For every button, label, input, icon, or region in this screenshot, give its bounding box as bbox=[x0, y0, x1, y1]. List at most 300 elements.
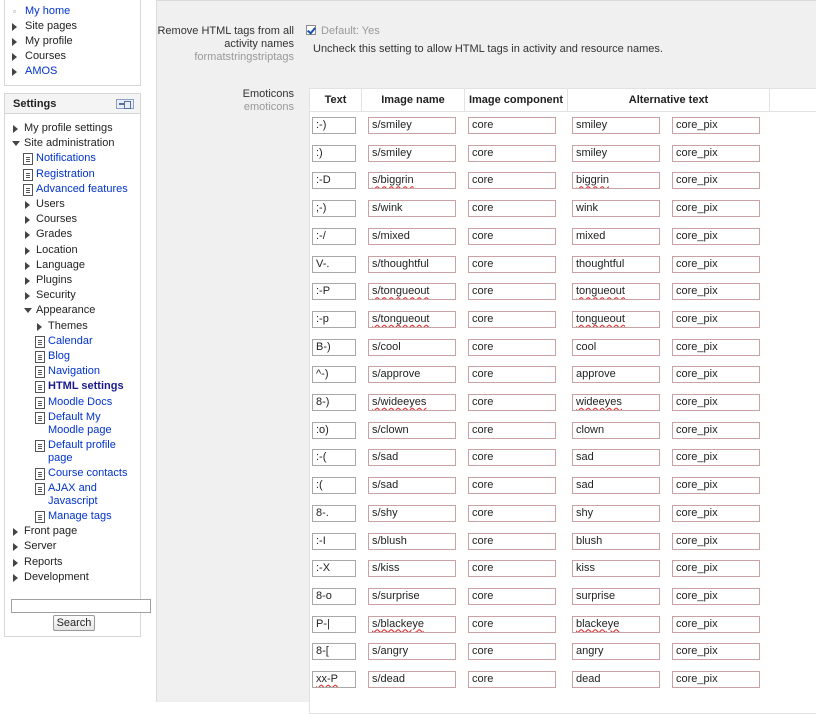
bullet-icon: ▫ bbox=[13, 7, 16, 16]
emoticons-setting-label bbox=[194, 88, 294, 114]
settings-tree-label: Default profile page bbox=[48, 438, 116, 464]
emoticon-image-name-input[interactable] bbox=[368, 283, 456, 300]
input-value: s/tongueout bbox=[372, 285, 430, 298]
emoticon-component-input[interactable] bbox=[468, 339, 556, 356]
emoticon-alt-component-input[interactable] bbox=[672, 477, 760, 494]
input-value: s/wink bbox=[372, 202, 403, 215]
input-value: s/thoughtful bbox=[372, 257, 429, 270]
emoticon-alt-text-input[interactable] bbox=[572, 560, 660, 577]
settings-tree-label: Server bbox=[24, 540, 57, 553]
emoticon-alt-text-input[interactable] bbox=[572, 449, 660, 466]
nav-item[interactable] bbox=[11, 19, 77, 34]
emoticon-text-input[interactable] bbox=[312, 477, 356, 494]
input-value: core_pix bbox=[676, 368, 718, 381]
input-value: core_pix bbox=[676, 423, 718, 436]
emoticon-alt-text-input[interactable] bbox=[572, 505, 660, 522]
striptags-setting-label bbox=[144, 25, 294, 64]
input-value: s/angry bbox=[372, 645, 409, 658]
main-top-divider bbox=[157, 0, 816, 1]
expand-arrow-icon bbox=[25, 262, 30, 270]
emoticon-row bbox=[310, 418, 816, 446]
emoticon-image-name-input[interactable] bbox=[368, 256, 456, 273]
expand-arrow-icon bbox=[12, 23, 17, 31]
column-header-spacer bbox=[770, 89, 816, 112]
settings-tree-item[interactable] bbox=[24, 122, 135, 135]
emoticon-component-input[interactable] bbox=[468, 422, 556, 439]
input-value: 8-[ bbox=[316, 645, 329, 658]
settings-tree-label: Reports bbox=[24, 555, 63, 568]
nav-item-label: My home bbox=[25, 5, 71, 17]
emoticon-alt-text-input[interactable] bbox=[572, 477, 660, 494]
emoticon-component-input[interactable] bbox=[468, 505, 556, 522]
input-value: :( bbox=[316, 479, 323, 492]
settings-block-header bbox=[5, 94, 140, 114]
input-value: core bbox=[472, 257, 494, 270]
striptags-default: Default: Yes bbox=[321, 25, 380, 37]
input-value: s/smiley bbox=[372, 146, 412, 159]
input-value: core bbox=[472, 479, 494, 492]
input-value: core_pix bbox=[676, 312, 718, 325]
expand-arrow-icon bbox=[13, 528, 18, 536]
settings-page-icon bbox=[35, 366, 45, 378]
input-value: wink bbox=[576, 202, 599, 215]
settings-page-icon bbox=[35, 412, 45, 424]
emoticon-row bbox=[310, 445, 816, 473]
input-value: :-) bbox=[316, 119, 327, 131]
input-value: s/surprise bbox=[372, 589, 420, 602]
settings-tree-item[interactable] bbox=[24, 556, 135, 569]
emoticon-image-name-input[interactable] bbox=[368, 117, 456, 134]
emoticon-text-input[interactable] bbox=[312, 394, 356, 411]
emoticon-image-name-input[interactable] bbox=[368, 200, 456, 217]
input-value: :-( bbox=[316, 451, 327, 464]
input-value: core_pix bbox=[676, 479, 718, 492]
emoticon-row bbox=[310, 252, 816, 280]
settings-tree-item[interactable] bbox=[36, 289, 135, 302]
input-value: core_pix bbox=[676, 506, 718, 519]
input-value: :o) bbox=[316, 423, 329, 436]
emoticon-component-input[interactable] bbox=[468, 477, 556, 494]
emoticon-alt-component-input[interactable] bbox=[672, 671, 760, 688]
emoticon-text-input[interactable] bbox=[312, 533, 356, 550]
emoticon-alt-text-input[interactable] bbox=[572, 533, 660, 550]
input-value: core bbox=[472, 534, 494, 547]
input-value: smiley bbox=[576, 146, 608, 159]
settings-page-icon bbox=[23, 153, 33, 165]
input-value: 8-o bbox=[316, 589, 332, 602]
settings-tree-item[interactable] bbox=[24, 525, 135, 538]
settings-tree-label: Themes bbox=[48, 319, 88, 332]
nav-item[interactable] bbox=[11, 4, 77, 19]
emoticon-alt-component-input[interactable] bbox=[672, 283, 760, 300]
emoticon-alt-text-input[interactable] bbox=[572, 172, 660, 189]
settings-tree-label: Site administration bbox=[24, 137, 115, 150]
settings-tree-label: Appearance bbox=[36, 304, 96, 317]
emoticon-alt-text-input[interactable] bbox=[572, 256, 660, 273]
emoticon-text-input[interactable] bbox=[312, 588, 356, 605]
input-value: core_pix bbox=[676, 229, 718, 242]
settings-tree-label: My profile settings bbox=[24, 122, 113, 134]
settings-tree-label: Default My Moodle page bbox=[48, 410, 112, 436]
emoticon-row bbox=[310, 113, 816, 141]
emoticon-alt-text-input[interactable] bbox=[572, 117, 660, 134]
emoticon-text-input[interactable] bbox=[312, 616, 356, 633]
input-value: core bbox=[472, 202, 494, 215]
expand-arrow-icon bbox=[25, 201, 30, 209]
settings-tree-item[interactable] bbox=[36, 259, 135, 272]
emoticon-image-name-input[interactable] bbox=[368, 643, 456, 660]
settings-tree-item[interactable] bbox=[36, 213, 135, 226]
input-value: core_pix bbox=[676, 285, 718, 298]
emoticon-image-name-input[interactable] bbox=[368, 422, 456, 439]
emoticon-component-input[interactable] bbox=[468, 560, 556, 577]
emoticon-image-name-input[interactable] bbox=[368, 449, 456, 466]
input-value: s/shy bbox=[372, 506, 398, 519]
emoticon-alt-text-input[interactable] bbox=[572, 422, 660, 439]
emoticon-text-input[interactable] bbox=[312, 366, 356, 383]
emoticon-text-input[interactable] bbox=[312, 256, 356, 273]
emoticon-alt-text-input[interactable] bbox=[572, 616, 660, 633]
emoticon-alt-component-input[interactable] bbox=[672, 422, 760, 439]
settings-page-icon bbox=[35, 440, 45, 452]
emoticon-alt-text-input[interactable] bbox=[572, 588, 660, 605]
emoticon-image-name-input[interactable] bbox=[368, 366, 456, 383]
settings-tree-item[interactable] bbox=[48, 467, 135, 480]
settings-tree-item[interactable] bbox=[48, 482, 135, 508]
settings-tree-item[interactable] bbox=[48, 510, 135, 523]
expand-arrow-icon bbox=[13, 543, 18, 551]
settings-tree-item[interactable] bbox=[24, 540, 135, 553]
emoticon-image-name-input[interactable] bbox=[368, 311, 456, 328]
nav-item-label: AMOS bbox=[25, 65, 58, 77]
settings-tree-item[interactable] bbox=[36, 198, 135, 211]
settings-search-button[interactable]: Search bbox=[53, 615, 95, 631]
input-value: clown bbox=[576, 423, 605, 436]
emoticon-alt-component-input[interactable] bbox=[672, 117, 760, 134]
input-value: s/sad bbox=[372, 451, 399, 464]
emoticon-alt-component-input[interactable] bbox=[672, 145, 760, 162]
input-value: s/smiley bbox=[372, 119, 412, 131]
settings-page-icon bbox=[35, 483, 45, 495]
emoticon-alt-component-input[interactable] bbox=[672, 228, 760, 245]
column-header-image-name: Image name bbox=[362, 89, 465, 112]
settings-page-icon bbox=[23, 184, 33, 196]
emoticon-alt-component-input[interactable] bbox=[672, 449, 760, 466]
input-value: core bbox=[472, 562, 494, 575]
emoticon-alt-component-input[interactable] bbox=[672, 560, 760, 577]
settings-tree-item[interactable] bbox=[36, 168, 135, 181]
emoticon-text-input[interactable] bbox=[312, 449, 356, 466]
emoticon-text-input[interactable] bbox=[312, 339, 356, 356]
input-value: shy bbox=[576, 506, 594, 519]
settings-tree-item[interactable] bbox=[48, 320, 135, 333]
emoticon-component-input[interactable] bbox=[468, 588, 556, 605]
emoticon-text-input[interactable] bbox=[312, 228, 356, 245]
emoticon-component-input[interactable] bbox=[468, 200, 556, 217]
nav-item[interactable] bbox=[11, 34, 77, 49]
input-value: s/dead bbox=[372, 673, 406, 685]
emoticon-text-input[interactable] bbox=[312, 283, 356, 300]
emoticons-key: emoticons bbox=[243, 101, 294, 113]
emoticon-component-input[interactable] bbox=[468, 172, 556, 189]
emoticon-alt-component-input[interactable] bbox=[672, 616, 760, 633]
input-value: core_pix bbox=[676, 119, 718, 131]
emoticon-image-name-input[interactable] bbox=[368, 394, 456, 411]
emoticon-row bbox=[310, 612, 816, 640]
settings-tree-item[interactable] bbox=[36, 228, 135, 241]
settings-tree-item[interactable] bbox=[36, 304, 135, 317]
input-value: s/cool bbox=[372, 340, 401, 353]
emoticon-alt-component-input[interactable] bbox=[672, 533, 760, 550]
html-settings-main bbox=[156, 0, 816, 702]
input-value: blush bbox=[576, 534, 603, 547]
emoticon-text-input[interactable] bbox=[312, 172, 356, 189]
emoticon-row bbox=[310, 307, 816, 335]
emoticon-text-input[interactable] bbox=[312, 311, 356, 328]
input-value: V-. bbox=[316, 257, 330, 270]
emoticon-image-name-input[interactable] bbox=[368, 172, 456, 189]
striptags-title: Remove HTML tags from all activity names bbox=[157, 25, 294, 50]
input-value: dead bbox=[576, 673, 601, 685]
input-value: B-) bbox=[316, 340, 331, 353]
emoticon-image-name-input[interactable] bbox=[368, 616, 456, 633]
settings-tree-label: Security bbox=[36, 289, 76, 302]
emoticon-component-input[interactable] bbox=[468, 228, 556, 245]
emoticon-alt-component-input[interactable] bbox=[672, 256, 760, 273]
expand-arrow-icon bbox=[13, 574, 18, 582]
input-value: core_pix bbox=[676, 589, 718, 602]
emoticon-row bbox=[310, 639, 816, 667]
settings-page-icon bbox=[35, 511, 45, 523]
emoticon-text-input[interactable] bbox=[312, 145, 356, 162]
emoticon-alt-text-input[interactable] bbox=[572, 366, 660, 383]
emoticon-row bbox=[310, 584, 816, 612]
settings-block bbox=[4, 93, 141, 637]
input-value: core_pix bbox=[676, 562, 718, 575]
emoticon-row bbox=[310, 390, 816, 418]
input-value: surprise bbox=[576, 589, 616, 602]
input-value: angry bbox=[576, 645, 604, 658]
input-value: core_pix bbox=[676, 534, 718, 547]
emoticon-image-name-input[interactable] bbox=[368, 533, 456, 550]
emoticon-row bbox=[310, 168, 816, 196]
settings-tree-item[interactable] bbox=[48, 380, 135, 393]
striptags-description: Uncheck this setting to allow HTML tags in activity and resource names. bbox=[313, 43, 663, 55]
settings-tree-item[interactable] bbox=[36, 244, 135, 257]
nav-item[interactable] bbox=[11, 49, 77, 64]
settings-page-icon bbox=[35, 351, 45, 363]
settings-tree-item[interactable] bbox=[48, 365, 135, 378]
emoticon-text-input[interactable] bbox=[312, 643, 356, 660]
emoticons-title: Emoticons bbox=[242, 88, 294, 100]
emoticon-component-input[interactable] bbox=[468, 616, 556, 633]
emoticon-text-input[interactable] bbox=[312, 671, 356, 688]
emoticon-row bbox=[310, 362, 816, 390]
emoticons-table bbox=[309, 88, 816, 714]
emoticon-row bbox=[310, 335, 816, 363]
striptags-checkbox[interactable] bbox=[306, 25, 316, 35]
emoticon-alt-text-input[interactable] bbox=[572, 200, 660, 217]
emoticon-alt-text-input[interactable] bbox=[572, 228, 660, 245]
input-value: :-p bbox=[316, 312, 329, 325]
settings-page-icon bbox=[35, 381, 45, 393]
input-value: core bbox=[472, 340, 494, 353]
settings-tree-label: Manage tags bbox=[48, 510, 112, 522]
emoticon-alt-component-input[interactable] bbox=[672, 643, 760, 660]
settings-search-input[interactable] bbox=[11, 599, 151, 613]
emoticon-alt-component-input[interactable] bbox=[672, 172, 760, 189]
input-value: sad bbox=[576, 451, 594, 464]
input-value: core_pix bbox=[676, 396, 718, 408]
emoticon-image-name-input[interactable] bbox=[368, 505, 456, 522]
input-value: s/blush bbox=[372, 534, 407, 547]
settings-tree-item[interactable] bbox=[48, 439, 135, 465]
emoticon-alt-text-input[interactable] bbox=[572, 394, 660, 411]
emoticon-image-name-input[interactable] bbox=[368, 588, 456, 605]
emoticon-alt-component-input[interactable] bbox=[672, 311, 760, 328]
input-value: s/kiss bbox=[372, 562, 400, 575]
input-value: ^-) bbox=[316, 368, 329, 381]
input-value: s/sad bbox=[372, 479, 399, 492]
emoticon-text-input[interactable] bbox=[312, 560, 356, 577]
emoticon-component-input[interactable] bbox=[468, 311, 556, 328]
emoticon-text-input[interactable] bbox=[312, 200, 356, 217]
emoticon-image-name-input[interactable] bbox=[368, 560, 456, 577]
emoticon-alt-text-input[interactable] bbox=[572, 671, 660, 688]
settings-tree-label: AJAX and Javascript bbox=[48, 482, 98, 507]
settings-page-icon bbox=[35, 336, 45, 348]
input-value: core bbox=[472, 229, 494, 242]
input-value: core bbox=[472, 119, 494, 131]
navigation-list bbox=[11, 4, 77, 79]
emoticon-component-input[interactable] bbox=[468, 256, 556, 273]
nav-item-label: My profile bbox=[25, 35, 73, 47]
emoticon-alt-text-input[interactable] bbox=[572, 145, 660, 162]
input-value: 8-) bbox=[316, 396, 330, 408]
emoticon-text-input[interactable] bbox=[312, 117, 356, 134]
emoticon-alt-component-input[interactable] bbox=[672, 366, 760, 383]
settings-tree-label: Navigation bbox=[48, 365, 100, 378]
input-value: core bbox=[472, 368, 494, 381]
input-value: core bbox=[472, 506, 494, 519]
emoticon-image-name-input[interactable] bbox=[368, 145, 456, 162]
input-value: :-P bbox=[316, 285, 331, 298]
emoticon-row bbox=[310, 473, 816, 501]
emoticon-image-name-input[interactable] bbox=[368, 671, 456, 688]
emoticon-alt-component-input[interactable] bbox=[672, 200, 760, 217]
expand-arrow-icon bbox=[25, 231, 30, 239]
expand-arrow-icon bbox=[25, 247, 30, 255]
input-value: core bbox=[472, 589, 494, 602]
input-value: s/mixed bbox=[372, 229, 410, 242]
emoticon-component-input[interactable] bbox=[468, 366, 556, 383]
settings-tree-item[interactable] bbox=[24, 571, 135, 584]
emoticon-image-name-input[interactable] bbox=[368, 339, 456, 356]
dock-block-icon[interactable] bbox=[116, 99, 134, 109]
expand-arrow-icon bbox=[12, 68, 17, 76]
input-value: tongueout bbox=[576, 285, 625, 298]
input-value: ;-) bbox=[316, 202, 327, 215]
emoticon-alt-component-input[interactable] bbox=[672, 505, 760, 522]
settings-tree-label: Plugins bbox=[36, 274, 73, 286]
input-value: core bbox=[472, 146, 494, 159]
settings-tree-item[interactable] bbox=[48, 335, 135, 348]
input-value: core_pix bbox=[676, 146, 718, 159]
settings-tree-label: Notifications bbox=[36, 152, 96, 165]
navigation-block bbox=[4, 0, 141, 86]
settings-page-icon bbox=[35, 397, 45, 409]
emoticon-alt-text-input[interactable] bbox=[572, 339, 660, 356]
input-value: core bbox=[472, 285, 494, 298]
settings-page-icon bbox=[23, 169, 33, 181]
input-value: core bbox=[472, 396, 494, 408]
input-value: s/clown bbox=[372, 423, 409, 436]
emoticon-row bbox=[310, 529, 816, 557]
input-value: approve bbox=[576, 368, 616, 381]
expand-arrow-icon bbox=[25, 216, 30, 224]
emoticon-alt-text-input[interactable] bbox=[572, 643, 660, 660]
input-value: sad bbox=[576, 479, 594, 492]
input-value: tongueout bbox=[576, 312, 625, 325]
input-value: core bbox=[472, 312, 494, 325]
column-header-alternative-text: Alternative text bbox=[568, 89, 770, 112]
collapse-arrow-icon bbox=[12, 141, 20, 146]
emoticon-component-input[interactable] bbox=[468, 643, 556, 660]
emoticon-alt-component-input[interactable] bbox=[672, 394, 760, 411]
emoticon-text-input[interactable] bbox=[312, 422, 356, 439]
settings-tree-label: Grades bbox=[36, 228, 73, 241]
settings-tree-item[interactable] bbox=[36, 152, 135, 165]
emoticon-component-input[interactable] bbox=[468, 394, 556, 411]
emoticon-component-input[interactable] bbox=[468, 283, 556, 300]
nav-item[interactable] bbox=[11, 64, 77, 79]
input-value: s/approve bbox=[372, 368, 421, 381]
emoticon-component-input[interactable] bbox=[468, 145, 556, 162]
settings-tree-item[interactable] bbox=[36, 274, 135, 287]
input-value: thoughtful bbox=[576, 257, 625, 270]
emoticon-image-name-input[interactable] bbox=[368, 477, 456, 494]
settings-tree-item[interactable] bbox=[24, 137, 135, 150]
input-value: xx-P bbox=[316, 673, 338, 685]
emoticon-component-input[interactable] bbox=[468, 117, 556, 134]
emoticon-alt-component-input[interactable] bbox=[672, 339, 760, 356]
emoticon-component-input[interactable] bbox=[468, 671, 556, 688]
input-value: core bbox=[472, 673, 494, 685]
settings-tree-label: Language bbox=[36, 258, 85, 271]
column-header-image-component: Image component bbox=[465, 89, 568, 112]
settings-tree-item[interactable] bbox=[48, 350, 135, 363]
emoticon-image-name-input[interactable] bbox=[368, 228, 456, 245]
settings-tree-item[interactable] bbox=[48, 396, 135, 409]
input-value: s/blackeye bbox=[372, 617, 424, 630]
input-value: core bbox=[472, 451, 494, 464]
settings-tree-item[interactable] bbox=[48, 411, 135, 437]
emoticon-text-input[interactable] bbox=[312, 505, 356, 522]
emoticon-row bbox=[310, 501, 816, 529]
emoticon-alt-component-input[interactable] bbox=[672, 588, 760, 605]
expand-arrow-icon bbox=[12, 53, 17, 61]
emoticon-component-input[interactable] bbox=[468, 449, 556, 466]
input-value: core_pix bbox=[676, 174, 718, 187]
input-value: core_pix bbox=[676, 202, 718, 215]
settings-tree-item[interactable] bbox=[36, 183, 135, 196]
emoticon-alt-text-input[interactable] bbox=[572, 311, 660, 328]
emoticon-row bbox=[310, 667, 816, 695]
input-value: core bbox=[472, 617, 494, 630]
emoticon-component-input[interactable] bbox=[468, 533, 556, 550]
emoticon-alt-text-input[interactable] bbox=[572, 283, 660, 300]
input-value: P-| bbox=[316, 617, 330, 630]
